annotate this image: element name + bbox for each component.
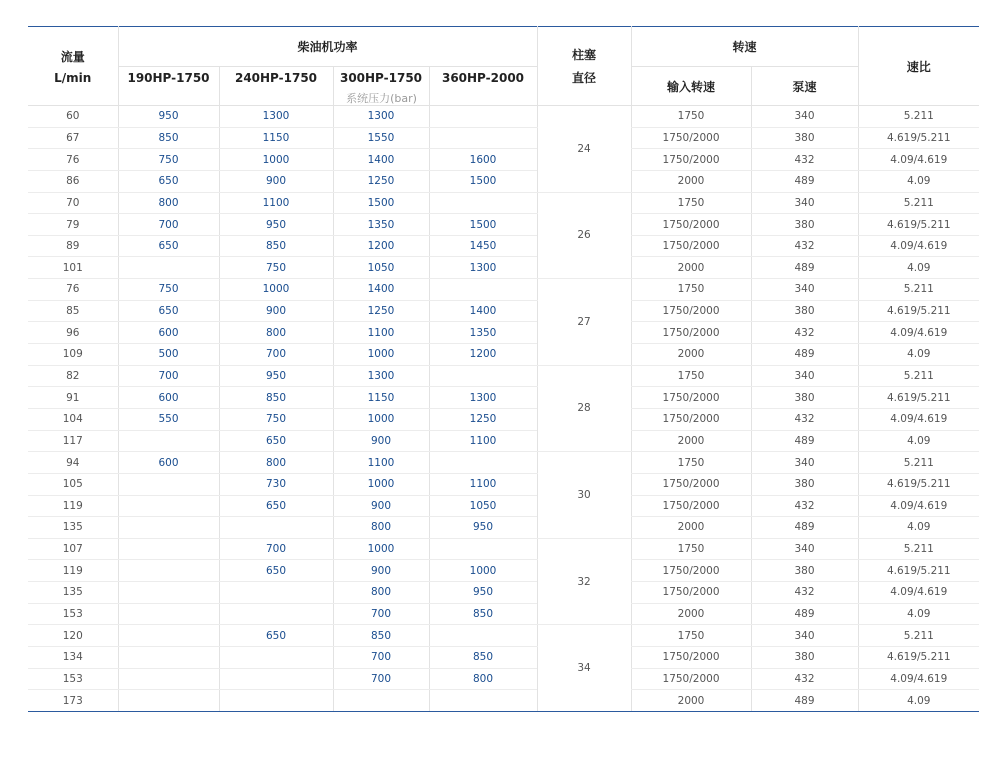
flow-cell: 82	[28, 365, 118, 387]
pump-speed-cell: 489	[751, 603, 858, 625]
pressure-cell: 650	[219, 560, 333, 582]
table-row	[28, 452, 979, 474]
table-row	[28, 170, 979, 192]
pressure-cell: 750	[118, 149, 219, 171]
pressure-cell: 850	[429, 647, 537, 669]
ratio-cell: 4.09	[858, 430, 979, 452]
table-row	[28, 300, 979, 322]
model-header-300hp	[333, 67, 429, 106]
pressure-cell: 1100	[429, 430, 537, 452]
input-speed-cell: 1750/2000	[631, 582, 751, 604]
ratio-cell: 4.09/4.619	[858, 322, 979, 344]
ratio-cell: 4.619/5.211	[858, 387, 979, 409]
pressure-cell: 800	[118, 192, 219, 214]
pressure-cell: 550	[118, 408, 219, 430]
input-speed-cell: 1750/2000	[631, 408, 751, 430]
pressure-cell	[219, 603, 333, 625]
input-speed-cell: 2000	[631, 517, 751, 539]
pressure-cell: 1100	[219, 192, 333, 214]
pressure-cell: 1000	[333, 473, 429, 495]
flow-cell: 105	[28, 473, 118, 495]
flow-cell: 120	[28, 625, 118, 647]
flow-cell: 153	[28, 603, 118, 625]
flow-header	[28, 27, 118, 106]
input-speed-cell: 2000	[631, 430, 751, 452]
pressure-cell	[429, 279, 537, 301]
pressure-cell: 950	[219, 214, 333, 236]
input-speed-header: 输入转速	[631, 67, 751, 106]
pressure-cell: 700	[333, 668, 429, 690]
ratio-cell: 4.09	[858, 170, 979, 192]
pressure-cell: 900	[333, 495, 429, 517]
pressure-cell	[429, 538, 537, 560]
input-speed-cell: 1750/2000	[631, 300, 751, 322]
speed-header: 转速	[631, 27, 858, 67]
pressure-cell: 750	[219, 408, 333, 430]
table-row	[28, 495, 979, 517]
table-row	[28, 603, 979, 625]
pressure-cell: 700	[118, 214, 219, 236]
pump-speed-cell: 380	[751, 387, 858, 409]
pump-speed-cell: 432	[751, 235, 858, 257]
pressure-cell: 1250	[333, 170, 429, 192]
pump-spec-table	[28, 26, 979, 712]
pressure-cell: 800	[333, 582, 429, 604]
input-speed-cell: 2000	[631, 690, 751, 712]
pressure-cell: 1300	[429, 387, 537, 409]
table-row	[28, 192, 979, 214]
table-row	[28, 214, 979, 236]
pressure-cell: 1050	[333, 257, 429, 279]
ratio-cell: 4.09/4.619	[858, 408, 979, 430]
pressure-cell: 1600	[429, 149, 537, 171]
pressure-cell	[333, 690, 429, 712]
pressure-cell: 950	[429, 517, 537, 539]
pump-speed-cell: 432	[751, 322, 858, 344]
input-speed-cell: 1750	[631, 365, 751, 387]
pump-speed-header: 泵速	[751, 67, 858, 106]
pressure-cell: 650	[118, 300, 219, 322]
ratio-cell: 4.619/5.211	[858, 127, 979, 149]
pressure-cell: 850	[118, 127, 219, 149]
input-speed-cell: 1750/2000	[631, 322, 751, 344]
system-pressure-label: 系统压力(bar)	[346, 92, 417, 105]
pressure-cell: 1000	[429, 560, 537, 582]
spec-table-container	[28, 26, 979, 712]
input-speed-cell: 1750/2000	[631, 214, 751, 236]
pressure-cell: 730	[219, 473, 333, 495]
plunger-diameter-cell: 32	[537, 538, 631, 625]
pressure-cell: 700	[333, 603, 429, 625]
flow-cell: 89	[28, 235, 118, 257]
flow-cell: 119	[28, 495, 118, 517]
flow-cell: 134	[28, 647, 118, 669]
pressure-cell: 750	[219, 257, 333, 279]
flow-label: 流量	[60, 49, 85, 64]
table-row	[28, 668, 979, 690]
pressure-cell	[429, 127, 537, 149]
input-speed-cell: 2000	[631, 603, 751, 625]
pressure-cell: 1500	[429, 214, 537, 236]
pressure-cell: 800	[429, 668, 537, 690]
flow-cell: 135	[28, 517, 118, 539]
pump-speed-cell: 489	[751, 690, 858, 712]
plunger-diameter-cell: 34	[537, 625, 631, 712]
input-speed-cell: 1750/2000	[631, 668, 751, 690]
input-speed-cell: 2000	[631, 257, 751, 279]
model-header-190hp: 190HP-1750	[118, 67, 219, 106]
pressure-cell: 950	[118, 106, 219, 128]
pressure-cell: 1300	[333, 106, 429, 128]
pressure-cell: 700	[333, 647, 429, 669]
pressure-cell: 700	[118, 365, 219, 387]
flow-cell: 85	[28, 300, 118, 322]
pressure-cell: 1300	[333, 365, 429, 387]
pressure-cell	[118, 430, 219, 452]
pump-speed-cell: 489	[751, 257, 858, 279]
flow-cell: 173	[28, 690, 118, 712]
pump-speed-cell: 380	[751, 300, 858, 322]
table-row	[28, 365, 979, 387]
flow-cell: 67	[28, 127, 118, 149]
pressure-cell: 1500	[429, 170, 537, 192]
ratio-cell: 5.211	[858, 452, 979, 474]
pressure-cell: 1300	[219, 106, 333, 128]
pressure-cell	[118, 582, 219, 604]
input-speed-cell: 1750/2000	[631, 127, 751, 149]
model-header-360hp: 360HP-2000	[429, 67, 537, 106]
ratio-cell: 5.211	[858, 106, 979, 128]
pressure-cell: 1400	[333, 279, 429, 301]
pressure-cell: 850	[219, 387, 333, 409]
table-row	[28, 344, 979, 366]
ratio-cell: 4.09	[858, 690, 979, 712]
table-row	[28, 430, 979, 452]
input-speed-cell: 1750	[631, 279, 751, 301]
pressure-cell: 1250	[429, 408, 537, 430]
pressure-cell: 1000	[219, 149, 333, 171]
pressure-cell	[429, 452, 537, 474]
ratio-cell: 4.09/4.619	[858, 235, 979, 257]
pressure-cell: 600	[118, 387, 219, 409]
pump-speed-cell: 432	[751, 149, 858, 171]
pressure-cell	[219, 690, 333, 712]
pressure-cell: 650	[219, 430, 333, 452]
pressure-cell: 1400	[333, 149, 429, 171]
pressure-cell	[118, 647, 219, 669]
plunger-diameter-header	[537, 27, 631, 106]
pump-speed-cell: 432	[751, 408, 858, 430]
plunger-diameter-cell: 24	[537, 106, 631, 193]
table-row	[28, 517, 979, 539]
pressure-cell: 600	[118, 452, 219, 474]
ratio-header: 速比	[858, 27, 979, 106]
pump-speed-cell: 380	[751, 647, 858, 669]
flow-cell: 135	[28, 582, 118, 604]
pressure-cell: 1450	[429, 235, 537, 257]
pressure-cell	[118, 668, 219, 690]
input-speed-cell: 1750/2000	[631, 560, 751, 582]
ratio-cell: 5.211	[858, 365, 979, 387]
pressure-cell: 800	[219, 322, 333, 344]
pressure-cell	[219, 517, 333, 539]
flow-cell: 117	[28, 430, 118, 452]
plunger-diameter-cell: 26	[537, 192, 631, 279]
pressure-cell: 1500	[333, 192, 429, 214]
table-row	[28, 408, 979, 430]
pressure-cell	[429, 192, 537, 214]
ratio-cell: 4.09	[858, 344, 979, 366]
pressure-cell: 800	[333, 517, 429, 539]
pressure-cell: 650	[118, 235, 219, 257]
pump-speed-cell: 432	[751, 668, 858, 690]
input-speed-cell: 1750/2000	[631, 387, 751, 409]
input-speed-cell: 1750	[631, 625, 751, 647]
ratio-cell: 4.619/5.211	[858, 300, 979, 322]
ratio-cell: 4.619/5.211	[858, 560, 979, 582]
pressure-cell	[429, 690, 537, 712]
table-row	[28, 127, 979, 149]
table-row	[28, 387, 979, 409]
plunger-diameter-cell: 27	[537, 279, 631, 366]
pump-speed-cell: 432	[751, 582, 858, 604]
input-speed-cell: 2000	[631, 170, 751, 192]
table-row	[28, 560, 979, 582]
flow-cell: 153	[28, 668, 118, 690]
pressure-cell	[118, 495, 219, 517]
ratio-cell: 4.09/4.619	[858, 495, 979, 517]
table-row	[28, 257, 979, 279]
ratio-cell: 4.619/5.211	[858, 473, 979, 495]
ratio-cell: 4.619/5.211	[858, 214, 979, 236]
pressure-cell: 950	[219, 365, 333, 387]
table-row	[28, 625, 979, 647]
pump-speed-cell: 432	[751, 495, 858, 517]
pressure-cell: 1100	[429, 473, 537, 495]
ratio-cell: 4.09	[858, 257, 979, 279]
pressure-cell: 1000	[219, 279, 333, 301]
pressure-cell: 850	[333, 625, 429, 647]
pressure-cell: 1150	[219, 127, 333, 149]
pump-speed-cell: 380	[751, 214, 858, 236]
plunger-diameter-cell: 30	[537, 452, 631, 539]
input-speed-cell: 1750	[631, 106, 751, 128]
table-row	[28, 538, 979, 560]
pump-speed-cell: 340	[751, 625, 858, 647]
pressure-cell: 1200	[429, 344, 537, 366]
ratio-cell: 5.211	[858, 192, 979, 214]
ratio-cell: 4.09	[858, 603, 979, 625]
ratio-cell: 5.211	[858, 538, 979, 560]
diameter-label: 直径	[572, 71, 597, 85]
pressure-cell: 1200	[333, 235, 429, 257]
pressure-cell: 900	[333, 430, 429, 452]
pressure-cell: 1250	[333, 300, 429, 322]
pressure-cell	[118, 473, 219, 495]
input-speed-cell: 1750	[631, 538, 751, 560]
pressure-cell: 500	[118, 344, 219, 366]
pump-speed-cell: 340	[751, 365, 858, 387]
input-speed-cell: 1750/2000	[631, 235, 751, 257]
pressure-cell: 1350	[429, 322, 537, 344]
table-header	[28, 27, 979, 106]
pressure-cell: 1100	[333, 322, 429, 344]
flow-cell: 60	[28, 106, 118, 128]
ratio-cell: 5.211	[858, 625, 979, 647]
flow-cell: 91	[28, 387, 118, 409]
table-body	[28, 106, 979, 712]
pump-speed-cell: 340	[751, 279, 858, 301]
pump-speed-cell: 489	[751, 430, 858, 452]
pressure-cell: 850	[219, 235, 333, 257]
pressure-cell: 1000	[333, 408, 429, 430]
ratio-cell: 4.09/4.619	[858, 668, 979, 690]
flow-cell: 76	[28, 149, 118, 171]
pressure-cell	[429, 106, 537, 128]
pressure-cell	[219, 647, 333, 669]
flow-cell: 94	[28, 452, 118, 474]
pressure-cell: 900	[333, 560, 429, 582]
pressure-cell	[118, 690, 219, 712]
plunger-label: 柱塞	[572, 48, 597, 62]
pressure-cell	[429, 625, 537, 647]
ratio-cell: 4.09/4.619	[858, 149, 979, 171]
pressure-cell: 850	[429, 603, 537, 625]
pressure-cell: 1050	[429, 495, 537, 517]
flow-cell: 76	[28, 279, 118, 301]
pump-speed-cell: 489	[751, 170, 858, 192]
pressure-cell: 1000	[333, 344, 429, 366]
pressure-cell	[219, 668, 333, 690]
pressure-cell	[118, 257, 219, 279]
flow-unit: L/min	[54, 70, 92, 85]
pressure-cell: 650	[118, 170, 219, 192]
pressure-cell	[118, 538, 219, 560]
pressure-cell	[118, 517, 219, 539]
model-300hp-label: 300HP-1750	[339, 71, 423, 85]
flow-cell: 104	[28, 408, 118, 430]
table-row	[28, 582, 979, 604]
pressure-cell	[429, 365, 537, 387]
pressure-cell: 700	[219, 538, 333, 560]
pressure-cell	[118, 625, 219, 647]
pressure-cell: 650	[219, 625, 333, 647]
ratio-cell: 4.09	[858, 517, 979, 539]
table-row	[28, 149, 979, 171]
ratio-cell: 5.211	[858, 279, 979, 301]
flow-cell: 109	[28, 344, 118, 366]
pressure-cell	[118, 560, 219, 582]
table-row	[28, 473, 979, 495]
table-row	[28, 690, 979, 712]
ratio-cell: 4.09/4.619	[858, 582, 979, 604]
pump-speed-cell: 380	[751, 560, 858, 582]
model-240hp-label: 240HP-1750	[234, 71, 318, 85]
input-speed-cell: 1750	[631, 192, 751, 214]
pump-speed-cell: 340	[751, 452, 858, 474]
table-row	[28, 279, 979, 301]
table-row	[28, 106, 979, 128]
pressure-cell: 1400	[429, 300, 537, 322]
flow-cell: 79	[28, 214, 118, 236]
pressure-cell: 700	[219, 344, 333, 366]
pressure-cell: 900	[219, 170, 333, 192]
flow-cell: 107	[28, 538, 118, 560]
pressure-cell: 1150	[333, 387, 429, 409]
pump-speed-cell: 380	[751, 127, 858, 149]
pressure-cell: 900	[219, 300, 333, 322]
pressure-cell	[118, 603, 219, 625]
plunger-diameter-cell: 28	[537, 365, 631, 452]
pressure-cell: 800	[219, 452, 333, 474]
pressure-cell: 600	[118, 322, 219, 344]
pump-speed-cell: 340	[751, 192, 858, 214]
pressure-cell: 1000	[333, 538, 429, 560]
pump-speed-cell: 380	[751, 473, 858, 495]
pump-speed-cell: 489	[751, 517, 858, 539]
pressure-cell: 950	[429, 582, 537, 604]
flow-cell: 96	[28, 322, 118, 344]
input-speed-cell: 1750/2000	[631, 473, 751, 495]
pressure-cell: 1350	[333, 214, 429, 236]
pump-speed-cell: 340	[751, 538, 858, 560]
input-speed-cell: 2000	[631, 344, 751, 366]
table-row	[28, 235, 979, 257]
flow-cell: 86	[28, 170, 118, 192]
input-speed-cell: 1750	[631, 452, 751, 474]
pressure-cell: 1300	[429, 257, 537, 279]
pump-speed-cell: 340	[751, 106, 858, 128]
pressure-cell	[219, 582, 333, 604]
pressure-cell: 1100	[333, 452, 429, 474]
flow-cell: 119	[28, 560, 118, 582]
table-row	[28, 322, 979, 344]
engine-power-header: 柴油机功率	[118, 27, 537, 67]
pump-speed-cell: 489	[751, 344, 858, 366]
pressure-cell: 750	[118, 279, 219, 301]
pressure-cell: 1550	[333, 127, 429, 149]
ratio-cell: 4.619/5.211	[858, 647, 979, 669]
pressure-cell: 650	[219, 495, 333, 517]
input-speed-cell: 1750/2000	[631, 647, 751, 669]
input-speed-cell: 1750/2000	[631, 149, 751, 171]
flow-cell: 101	[28, 257, 118, 279]
flow-cell: 70	[28, 192, 118, 214]
input-speed-cell: 1750/2000	[631, 495, 751, 517]
table-row	[28, 647, 979, 669]
